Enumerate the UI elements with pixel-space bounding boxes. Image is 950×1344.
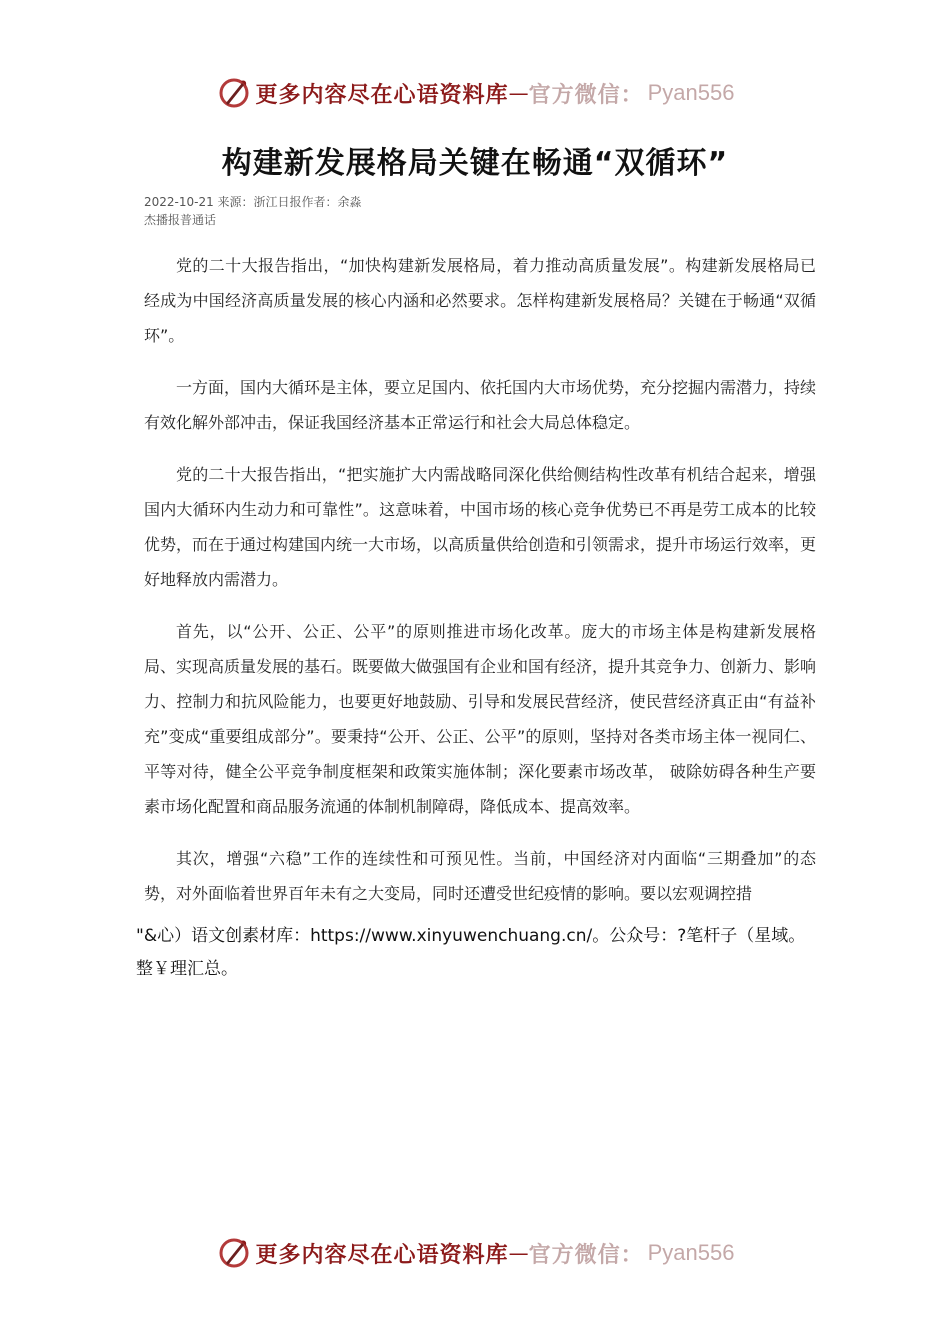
banner-wechat-label: 官方微信：	[528, 1241, 644, 1268]
article-title: 构建新发展格局关键在畅通“双循环”	[221, 146, 729, 181]
banner-title: 更多内容尽在心语资料库	[255, 1241, 509, 1268]
paragraph-4: 首先，以“公开、公正、公平”的原则推进市场化改革。庞大的市场主体是构建新发展格局、实现高质量发展的基石。既要做大做强国有企业和国有经济，提升其竞争力、创新力、影响力、控制力和抗风险能力，也要更好地鼓励、引导和发展民营经济，使民营经济真正由“有益补充”变成“重要组成部分”。要秉持“公开、公正、公平”的原则，坚持对各类市场主体一视同仁、平等对待，健全公平竞争制度框架和政策实施体制；深化要素市场改革， 破除妨碍各种生产要素市场化配置和商品服务流通的体制机制障碍，降低成本、提高效率。	[144, 622, 817, 816]
banner-wechat-id: Pyan556	[647, 80, 735, 105]
meta-audio-label: 杰播报普通话	[144, 213, 217, 227]
article-body	[144, 248, 816, 928]
paragraph-2: 一方面，国内大循环是主体，要立足国内、依托国内大市场优势，充分挖掘内需潜力，持续有效化解外部冲击，保证我国经济基本正常运行和社会大局总体稳定。	[144, 378, 817, 432]
quill-pen-circle-icon	[216, 75, 252, 111]
meta-date-source-author: 2022-10-21 来源：浙江日报作者：余淼	[144, 195, 362, 209]
banner-dash: —	[508, 81, 529, 105]
banner-title: 更多内容尽在心语资料库	[255, 81, 509, 108]
tail-line-2: 整￥理汇总。	[136, 959, 238, 979]
banner-dash: —	[508, 1241, 529, 1265]
paragraph-1: 党的二十大报告指出，“加快构建新发展格局，着力推动高质量发展”。构建新发展格局已经成为中国经济高质量发展的核心内涵和必然要求。怎样构建新发展格局？关键在于畅通“双循环”。	[144, 256, 816, 345]
banner-wechat-label: 官方微信：	[528, 81, 644, 108]
watermark-tail	[136, 920, 826, 986]
paragraph-5: 其次，增强“六稳”工作的连续性和可预见性。当前，中国经济对内面临“三期叠加”的态势，对外面临着世界百年未有之大变局，同时还遭受世纪疫情的影响。要以宏观调控措	[144, 849, 816, 903]
tail-line-1: "&心）语文创素材库：https://www.xinyuwenchuang.cn/。公众号：?笔杆子（星域。	[136, 926, 806, 946]
header-banner	[0, 73, 950, 113]
banner-wechat-id: Pyan556	[647, 1240, 735, 1265]
quill-pen-circle-icon	[216, 1235, 252, 1271]
article-meta	[144, 193, 362, 229]
footer-banner	[0, 1233, 950, 1273]
paragraph-3: 党的二十大报告指出，“把实施扩大内需战略同深化供给侧结构性改革有机结合起来，增强国内大循环内生动力和可靠性”。这意味着，中国市场的核心竞争优势已不再是劳工成本的比较优势，而在于通过构建国内统一大市场，以高质量供给创造和引领需求，提升市场运行效率，更好地释放内需潜力。	[144, 465, 817, 589]
